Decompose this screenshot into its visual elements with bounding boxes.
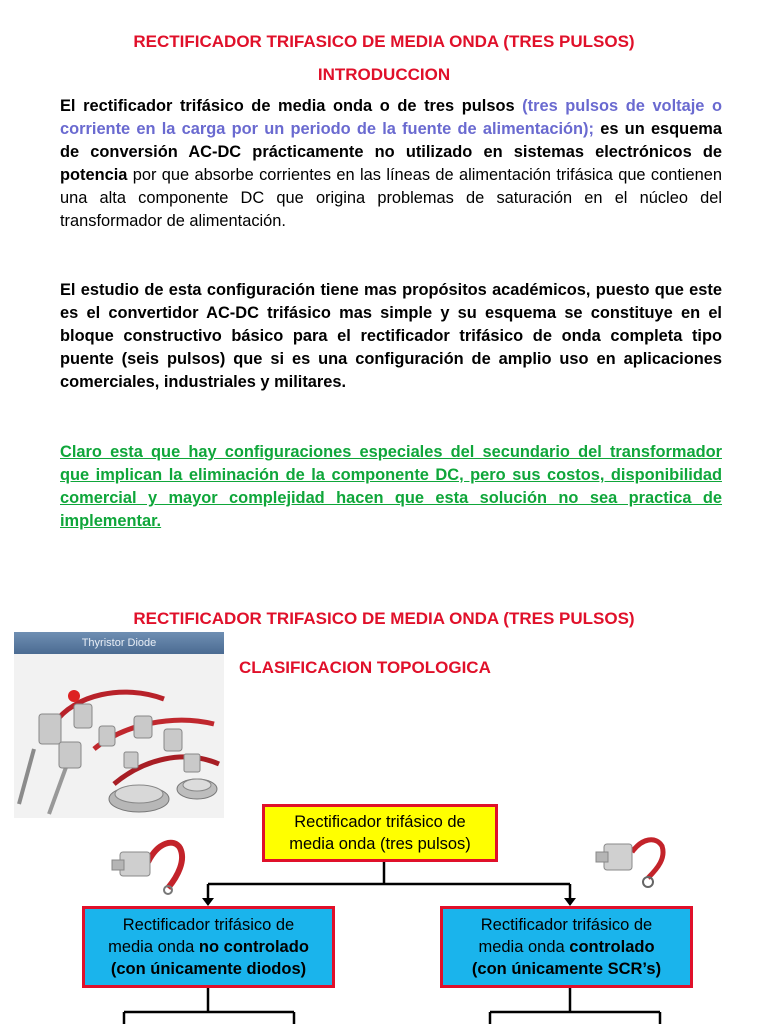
page-title: RECTIFICADOR TRIFASICO DE MEDIA ONDA (TRES PULSOS) — [133, 32, 635, 51]
intro-p1-bold-b: es un esquema de conversión AC-DC prácticamente no utilizado en sistemas electrónicos de potencia — [60, 120, 723, 184]
box-left-line3: (con únicamente diodos) — [110, 960, 307, 978]
intro-paragraph-2: El estudio de esta configuración tiene mas propósitos académicos, puesto que este es el convertidor AC-DC trifásico mas simple y su esquema se constituye en el bloque constructivo básico para el rectificador trifásico de onda completa tipo puente (seis pulsos) que si es una configuración de amplio uso en aplicaciones comerciales, industriales y militares. — [60, 281, 722, 391]
box-right-line2-bold: controlado — [569, 938, 655, 956]
intro-p1-blue: (tres pulsos de voltaje o corriente en la carga por un periodo de la fuente de alimentación); — [60, 97, 722, 138]
photo-label: Thyristor Diode — [14, 632, 224, 654]
box-half-wave-rectifier — [262, 804, 498, 862]
section2-title: RECTIFICADOR TRIFASICO DE MEDIA ONDA (TRES PULSOS) — [133, 609, 635, 628]
box-root-label: Rectificador trifásico de media onda (tres pulsos) — [289, 813, 471, 853]
box-left-line2 — [85, 936, 332, 958]
box-right-line2-normal: media onda — [478, 938, 570, 956]
section-heading-introduccion: INTRODUCCION — [317, 65, 451, 84]
box-right-line3: (con únicamente SCR’s) — [471, 960, 662, 978]
box-controlled-rectifier — [440, 906, 693, 988]
intro-p1-bold-a: El rectificador trifásico de media onda o de tres pulsos — [60, 97, 523, 115]
box-uncontrolled-rectifier — [82, 906, 335, 988]
section-heading-clasificacion: CLASIFICACION TOPOLOGICA — [239, 658, 491, 677]
box-right-line1: Rectificador trifásico de — [480, 916, 653, 934]
box-left-line2-bold: no controlado — [198, 938, 309, 956]
box-left-line2-normal: media onda — [108, 938, 199, 956]
box-right-line2 — [443, 936, 690, 958]
intro-paragraph-3: Claro esta que hay configuraciones especiales del secundario del transformador que implican la eliminación de la componente DC, pero sus costos, disponibilidad comercial y mayor complejidad hacen que esta solución no sea practica de implementar. — [60, 443, 722, 530]
intro-p1-normal: por que absorbe corrientes en las líneas de alimentación trifásica que contienen una alta componente DC que origina problemas de saturación en el núcleo del transformador de alimentación. — [60, 166, 722, 230]
box-left-line1: Rectificador trifásico de — [122, 916, 295, 934]
